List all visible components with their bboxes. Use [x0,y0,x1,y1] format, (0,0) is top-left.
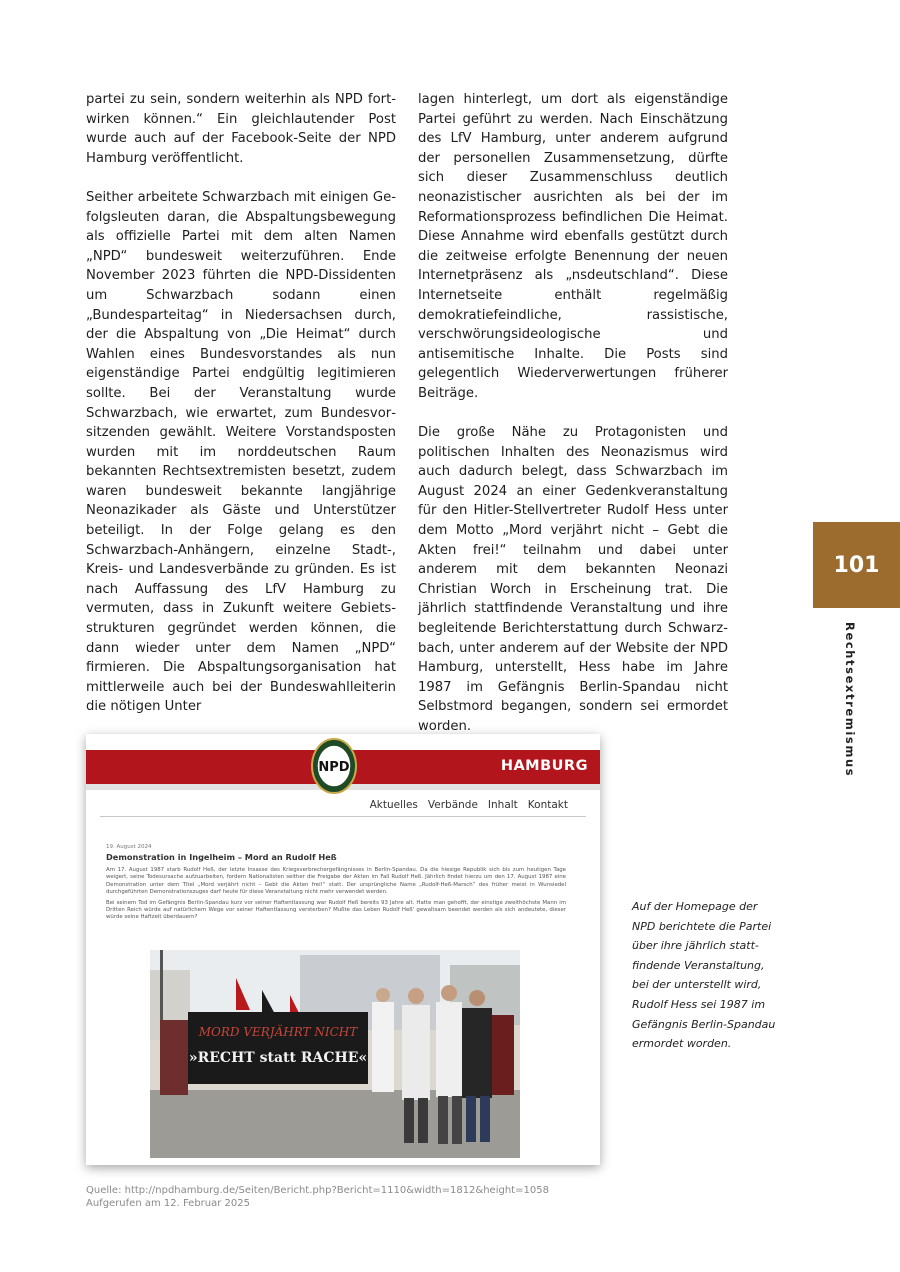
demonstration-photo [150,950,520,1158]
post-date: 19. August 2024 [106,844,152,850]
nav-item-inhalt[interactable]: Inhalt [487,799,518,811]
post-headline: Demonstration in Ingelheim – Mord an Rudolf Heß [106,852,337,862]
npd-logo-icon [311,738,357,794]
source-url: Quelle: http://npdhamburg.de/Seiten/Bericht.php?Bericht=1110&width=1812&height=1058 [86,1185,549,1196]
source-accessed: Aufgerufen am 12. Februar 2025 [86,1198,250,1209]
page-number: 101 [833,552,880,578]
site-title: HAMBURG [500,758,588,774]
nav-item-verbaende[interactable]: Verbände [427,799,478,811]
nav-item-aktuelles[interactable]: Aktuelles [369,799,418,811]
paragraph: lagen hinterlegt, um dort als eigenständige Partei geführt zu werden. Nach Einschätzung des LfV Hamburg, unter anderem aufgrund der personellen Zusammensetzung, dürfte sich dieser Zusammenschluss deutlich neonazistischer ausrichten als bei der im Reformationsprozess befindlichen Die Heimat. Diese Annahme wird ebenfalls gestützt durch die zeitweise erfolgte Benennung der neuen Internetpräsenz als „nsdeutschland“. Diese Internetseite enthält regelmäßig demokratiefeindliche, rassistische, verschwörungsideologische und antisemitische Inhalte. Die Posts sind gelegentlich Wiederverwertungen früherer Beiträge. [418,92,728,401]
paragraph: Seither arbeitete Schwarzbach mit einigen Gefolgsleuten daran, die Abspaltungsbewegung als offizielle Partei mit dem alten Namen „NPD“ bundesweit weiterzuführen. Ende November 2023 führten die NPD-Dissidenten um Schwarzbach sodann einen „Bundesparteitag“ in Niedersachsen durch, der die Abspaltung von „Die Heimat“ durch Wahlen eines Bundesvorstandes als nun eigenständige Partei endgültig legitimieren sollte. Bei der Veranstaltung wurde Schwarzbach, wie erwartet, zum Bundesvorsitzenden gewählt. Weitere Vorstandsposten wurden mit im norddeutschen Raum bekannten Rechtsextremisten besetzt, zudem waren bundesweit bekannte langjährige Neonazikader als Gäste und Unterstützer beteiligt. In der Folge gelang es den Schwarzbach-Anhängern, einzelne Stadt-, Kreis- und Landesverbände zu gründen. Es ist nach Auffassung des LfV Hamburg zu vermuten, dass in Zukunft weitere Gebietsstrukturen gegründet werden können, die dann wieder unter dem Namen „NPD“ firmieren. Die Abspaltungsorganisation hat mittlerweile auch bei der Bundeswahlleiterin die nötigen Unter [86,189,396,715]
paragraph: Die große Nähe zu Protagonisten und politischen Inhalten des Neonazismus wird auch dadurch belegt, dass Schwarzbach im August 2024 an einer Gedenkveranstaltung für den Hitler-Stellvertreter Rudolf Hess unter dem Motto „Mord verjährt nicht – Gebt die Akten frei!“ teilnahm und dabei unter anderem mit dem bekannten Neonazi Christian Worch in Erscheinung trat. Die jährlich stattfindende Veranstaltung und ihre begleitende Berichterstattung durch Schwarzbach, unter anderem auf der Website der NPD Hamburg, unterstellt, Hess habe im Jahre 1987 im Gefängnis Berlin-Spandau nicht Selbstmord begangen, sondern sei ermordet worden. [418,425,728,734]
protest-banner-line2: »RECHT statt RACHE« [188,1050,368,1066]
section-label: Rechtsextremismus [843,622,857,778]
post-paragraph: Bei seinem Tod im Gefängnis Berlin-Spandau kurz vor seiner Haftentlassung war Rudolf Heß bereits 93 Jahre alt. Hatte man gehofft, der einstige zweithöchste Mann im Dritten Reich würde auf natürlichem Wege vor seiner Haftentlassung versterben? Mußte das Leben Rudolf Heß' gewaltsam beendet werden als sich andeutete, dieser würde seine Haftzeit überdauern? [106,899,566,921]
paragraph: partei zu sein, sondern weiterhin als NPD fortwirken können.“ Ein gleichlautender Post wurde auch auf der Facebook-Seite der NPD Hamburg veröffentlicht. [86,92,396,166]
site-nav [370,799,568,811]
image-caption: Auf der Homepage der NPD berichtete die Partei über ihre jährlich stattfindende Veranstaltung, bei der unterstellt wird, Rudolf Hess sei 1987 im Gefängnis Berlin-Spandau ermordet worden. [632,900,776,1051]
image-source [86,1184,549,1210]
nav-item-kontakt[interactable]: Kontakt [527,799,568,811]
page-number-tab [813,522,900,608]
nav-divider [100,816,586,817]
post-body [106,867,566,925]
protest-banner [188,1012,368,1084]
text-column-right [418,90,728,756]
website-screenshot [86,734,600,1165]
protest-banner-line1: MORD VERJÄHRT NICHT [198,1025,358,1039]
text-column-left [86,90,396,737]
logo-text: NPD [318,760,350,775]
post-paragraph: Am 17. August 1987 starb Rudolf Heß, der letzte Insasse des Kriegsverbrechergefängnisses in Berlin-Spandau. Da die hiesige Republik sich bis zum heutigen Tage weigert, seine Todesursache aufzuarbeiten, fordern Nationalisten seither die Freigabe der Akten im Fall Rudolf Heß. Jährlich findet hierzu um den 17. August 1987 eine Demonstration unter dem Titel „Mord verjährt nicht – Gebt die Akten frei!“ statt. Der ursprüngliche Name „Rudolf-Heß-Marsch“ des früher meist in Wunsiedel durchgeführten Demonstrationszuges darf heute für diese Veranstaltung nicht mehr verwendet werden. [106,867,566,896]
